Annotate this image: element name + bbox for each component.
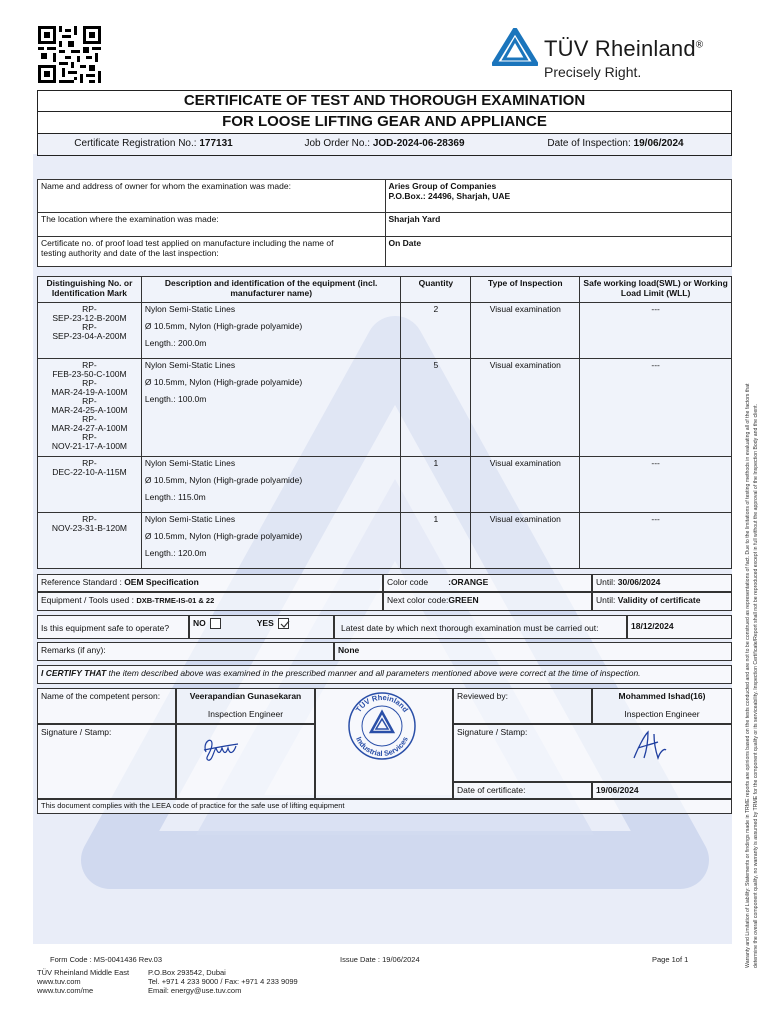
column-header: Type of Inspection <box>471 277 580 303</box>
identification-code: NOV-21-17-A-100M <box>51 441 128 451</box>
disclaimer-text <box>741 250 763 970</box>
telephone: Tel. +971 4 233 9000 / Fax: +971 4 233 9099 <box>148 977 298 986</box>
reviewed-label: Reviewed by: <box>453 688 592 724</box>
inspection-stamp <box>346 690 418 762</box>
equipment-description <box>141 303 401 359</box>
swl-cell: --- <box>580 359 732 457</box>
description-line: Nylon Semi-Static Lines <box>144 304 236 314</box>
location-label: The location where the examination was made: <box>38 213 386 237</box>
swl-cell: --- <box>580 513 732 569</box>
job-order-number: Job Order No.: JOD-2024-06-28369 <box>304 138 465 149</box>
identification-mark <box>38 513 142 569</box>
identification-code: DEC-22-10-A-115M <box>52 467 127 477</box>
quantity-cell: 5 <box>401 359 471 457</box>
identification-code: FEB-23-50-C-100M <box>52 369 127 379</box>
description-line: Ø 10.5mm, Nylon (High-grade polyamide) <box>144 377 303 387</box>
equipment-description <box>141 457 401 513</box>
quantity-cell: 2 <box>401 303 471 359</box>
brand-tagline: Precisely Right. <box>544 64 642 80</box>
table-header-row <box>38 277 732 303</box>
certify-statement: I CERTIFY THAT the item described above was examined in the prescribed manner and all parameters mentioned above were correct at the time of inspection. <box>37 665 732 684</box>
competent-person: Veerapandian Gunasekaran Inspection Engineer <box>176 688 315 724</box>
website-link[interactable]: www.tuv.com <box>37 977 81 986</box>
column-header: Description and identification of the equipment (incl. manufacturer name) <box>141 277 401 303</box>
swl-cell: --- <box>580 303 732 359</box>
safe-question: Is this equipment safe to operate? <box>37 615 189 639</box>
color-code: Color code :ORANGE <box>383 574 592 592</box>
table-row <box>38 457 732 513</box>
table-row <box>38 513 732 569</box>
column-header: Distinguishing No. or Identification Mark <box>38 277 142 303</box>
identification-code: NOV-23-31-B-120M <box>51 523 128 533</box>
signature-label-2: Signature / Stamp: <box>453 724 732 782</box>
table-row <box>38 359 732 457</box>
until-validity: Until: Validity of certificate <box>592 592 732 611</box>
email-link[interactable]: Email: energy@use.tuv.com <box>148 986 242 995</box>
identification-code: MAR-24-25-A-100M <box>51 405 128 415</box>
certificate-meta <box>37 134 732 156</box>
stamp-seal-icon <box>346 690 418 762</box>
equipment-description <box>141 359 401 457</box>
identification-mark <box>38 303 142 359</box>
identification-code: RP- <box>82 360 97 370</box>
inspection-type-cell: Visual examination <box>471 359 580 457</box>
brand-name: TÜV Rheinland® <box>544 36 704 61</box>
identification-code: MAR-24-19-A-100M <box>51 387 128 397</box>
inspection-date: Date of Inspection: 19/06/2024 <box>547 138 684 149</box>
certificate-title: CERTIFICATE OF TEST AND THOROUGH EXAMINATION <box>37 90 732 112</box>
disclaimer-svg <box>741 250 763 970</box>
next-color-code: Next color code:GREEN <box>383 592 592 611</box>
table-row <box>38 303 732 359</box>
description-line: Ø 10.5mm, Nylon (High-grade polyamide) <box>144 475 303 485</box>
identification-code: RP- <box>82 322 97 332</box>
checkmark-icon <box>279 619 290 630</box>
equipment-tools-used: Equipment / Tools used : DXB-TRME-IS-01 & 22 <box>37 592 383 611</box>
registration-number: Certificate Registration No.: 177131 <box>74 138 233 149</box>
signature-label: Signature / Stamp: <box>37 724 176 799</box>
proof-load-label: Certificate no. of proof load test applied on manufacture including the name of testing authority and date of the last inspection: <box>38 237 386 267</box>
inspection-type-cell: Visual examination <box>471 457 580 513</box>
identification-code: SEP-23-04-A-200M <box>52 331 127 341</box>
identification-code: RP- <box>82 304 97 314</box>
description-line: Length.: 100.0m <box>144 394 207 404</box>
signature-competent-icon <box>198 732 242 766</box>
disclaimer-line: determine the overall component quality, no warranty is assumed by TRME for the component quality or its serviceability. Inspection Certificate/Report shall not be reproduced except in full without the approval of the Inspection Body and the client. <box>753 403 759 968</box>
description-line: Ø 10.5mm, Nylon (High-grade polyamide) <box>144 321 303 331</box>
next-exam-label: Latest date by which next thorough examination must be carried out: <box>334 615 627 639</box>
po-box: P.O.Box 293542, Dubai <box>148 968 226 977</box>
identification-code: RP- <box>82 414 97 424</box>
equipment-description <box>141 513 401 569</box>
next-exam-date: 18/12/2024 <box>627 615 732 639</box>
no-checkbox[interactable] <box>210 618 221 629</box>
owner-table <box>37 179 732 267</box>
until-date: Until: 30/06/2024 <box>592 574 732 592</box>
description-line: Ø 10.5mm, Nylon (High-grade polyamide) <box>144 531 303 541</box>
owner-name-value: Aries Group of Companies P.O.Box.: 24496, Sharjah, UAE <box>385 180 732 213</box>
svg-text:TÜV Rheinland: TÜV Rheinland <box>353 692 411 714</box>
description-line: Length.: 120.0m <box>144 548 207 558</box>
svg-text:Industrial Services: Industrial Services <box>354 735 410 759</box>
reviewer: Mohammed Ishad(16) Inspection Engineer <box>592 688 732 724</box>
certificate-header <box>37 90 732 156</box>
description-line: Length.: 200.0m <box>144 338 207 348</box>
company-name: TÜV Rheinland Middle East <box>37 968 130 977</box>
identification-code: MAR-24-27-A-100M <box>51 423 128 433</box>
identification-mark <box>38 359 142 457</box>
remarks-value: None <box>334 642 732 661</box>
quantity-cell: 1 <box>401 457 471 513</box>
date-of-certificate: 19/06/2024 <box>592 782 732 799</box>
owner-name-label: Name and address of owner for whom the examination was made: <box>38 180 386 213</box>
column-header: Quantity <box>401 277 471 303</box>
remarks-label: Remarks (if any): <box>37 642 334 661</box>
quantity-cell: 1 <box>401 513 471 569</box>
disclaimer-line: Warranty and Limitation of Liability: Statements or findings made in TRME reports are opinions based on the tests conducted and are not to be construed as representations of fact. Due to the limitations of testing methods in evaluating all of the factors that <box>745 383 751 968</box>
certificate-subtitle: FOR LOOSE LIFTING GEAR AND APPLIANCE <box>37 112 732 134</box>
description-line: Nylon Semi-Static Lines <box>144 458 236 468</box>
safe-answer: NO YES <box>189 615 334 639</box>
inspection-type-cell: Visual examination <box>471 303 580 359</box>
identification-code: RP- <box>82 458 97 468</box>
column-header: Safe working load(SWL) or Working Load Limit (WLL) <box>580 277 732 303</box>
identification-code: SEP-23-12-B-200M <box>52 313 127 323</box>
form-code: Form Code : MS-0041436 Rev.03 <box>50 955 162 964</box>
leea-note: This document complies with the LEEA code of practice for the safe use of lifting equipment <box>37 799 732 814</box>
equipment-table <box>37 276 732 569</box>
competent-label: Name of the competent person: <box>37 688 176 724</box>
identification-mark <box>38 457 142 513</box>
swl-cell: --- <box>580 457 732 513</box>
signature-reviewer-icon <box>628 728 672 764</box>
website-link-me[interactable]: www.tuv.com/me <box>37 986 94 995</box>
location-value: Sharjah Yard <box>385 213 732 237</box>
description-line: Nylon Semi-Static Lines <box>144 360 236 370</box>
date-of-certificate-label: Date of certificate: <box>453 782 592 799</box>
page-number: Page 1of 1 <box>652 955 689 964</box>
yes-checkbox[interactable] <box>278 618 289 629</box>
signature-box <box>176 724 315 799</box>
identification-code: RP- <box>82 396 97 406</box>
proof-load-value: On Date <box>385 237 732 267</box>
reference-standard: Reference Standard : OEM Specification <box>37 574 383 592</box>
identification-code: RP- <box>82 514 97 524</box>
issue-date: Issue Date : 19/06/2024 <box>340 955 420 964</box>
inspection-type-cell: Visual examination <box>471 513 580 569</box>
identification-code: RP- <box>82 432 97 442</box>
description-line: Length.: 115.0m <box>144 492 206 502</box>
identification-code: RP- <box>82 378 97 388</box>
description-line: Nylon Semi-Static Lines <box>144 514 236 524</box>
